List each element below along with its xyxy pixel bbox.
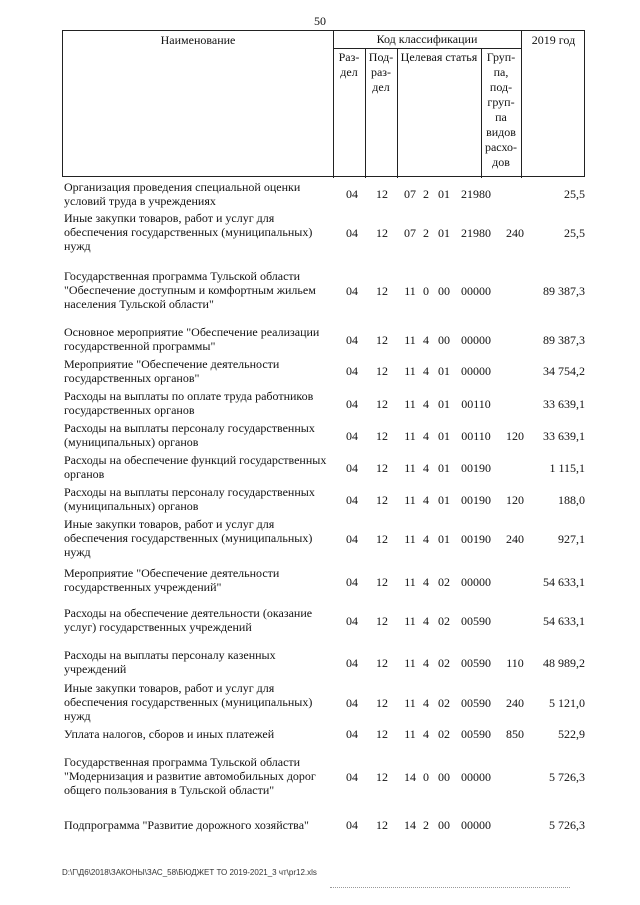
row-program: 11: [404, 696, 416, 710]
row-expense-type: 850: [506, 727, 524, 741]
row-subsection: 12: [376, 770, 388, 784]
row-program: 07: [404, 226, 416, 240]
row-program: 11: [404, 493, 416, 507]
row-subsection: 12: [376, 727, 388, 741]
row-name: Государственная программа Тульской области "Модернизация и развитие автомобильных дорог общего пользования в Тульской области": [64, 755, 316, 797]
header-subsection: Под- раз- дел: [368, 50, 394, 94]
row-subprogram: 4: [423, 461, 429, 475]
row-subsection: 12: [376, 284, 388, 298]
row-amount: 89 387,3: [543, 284, 585, 298]
row-amount: 89 387,3: [543, 333, 585, 347]
row-expense-type: 240: [506, 696, 524, 710]
row-amount: 34 754,2: [543, 364, 585, 378]
row-event: 00: [438, 333, 450, 347]
row-direction: 00000: [461, 770, 491, 784]
header-target: Целевая статья: [400, 50, 478, 64]
row-subsection: 12: [376, 187, 388, 201]
row-subsection: 12: [376, 333, 388, 347]
row-subprogram: 4: [423, 493, 429, 507]
row-subsection: 12: [376, 493, 388, 507]
row-section: 04: [346, 656, 358, 670]
row-section: 04: [346, 696, 358, 710]
table-header: [62, 30, 585, 177]
row-amount: 48 989,2: [543, 656, 585, 670]
row-section: 04: [346, 727, 358, 741]
row-amount: 5 726,3: [549, 770, 585, 784]
header-code: Код классификации: [376, 32, 478, 46]
row-event: 02: [438, 727, 450, 741]
row-amount: 1 115,1: [549, 461, 585, 475]
row-name: Подпрограмма "Развитие дорожного хозяйства": [64, 818, 309, 832]
row-direction: 00590: [461, 614, 491, 628]
row-program: 11: [404, 284, 416, 298]
row-subprogram: 0: [423, 770, 429, 784]
row-expense-type: 120: [506, 493, 524, 507]
row-name: Мероприятие "Обеспечение деятельности государственных органов": [64, 357, 280, 385]
row-amount: 33 639,1: [543, 397, 585, 411]
header-name: Наименование: [160, 33, 236, 47]
row-amount: 54 633,1: [543, 614, 585, 628]
row-direction: 00590: [461, 696, 491, 710]
row-section: 04: [346, 333, 358, 347]
row-event: 01: [438, 364, 450, 378]
row-name: Мероприятие "Обеспечение деятельности государственных учреждений": [64, 566, 280, 594]
row-section: 04: [346, 187, 358, 201]
row-direction: 00000: [461, 364, 491, 378]
row-program: 14: [404, 770, 416, 784]
scan-artifact-line: [330, 887, 570, 889]
row-section: 04: [346, 226, 358, 240]
row-program: 11: [404, 532, 416, 546]
row-event: 02: [438, 575, 450, 589]
row-subprogram: 2: [423, 187, 429, 201]
row-amount: 522,9: [558, 727, 585, 741]
row-subprogram: 4: [423, 696, 429, 710]
row-program: 11: [404, 727, 416, 741]
row-direction: 00000: [461, 818, 491, 832]
row-direction: 00110: [461, 397, 491, 411]
row-program: 11: [404, 575, 416, 589]
row-program: 14: [404, 818, 416, 832]
row-amount: 5 726,3: [549, 818, 585, 832]
row-name: Организация проведения специальной оценки условий труда в учреждениях: [64, 180, 301, 208]
row-name: Иные закупки товаров, работ и услуг для обеспечения государственных (муниципальных) нужд: [64, 517, 313, 559]
row-subprogram: 4: [423, 614, 429, 628]
row-program: 11: [404, 397, 416, 411]
row-name: Расходы на выплаты персоналу государственных (муниципальных) органов: [64, 421, 315, 449]
row-amount: 25,5: [564, 226, 585, 240]
row-event: 01: [438, 429, 450, 443]
row-program: 11: [404, 333, 416, 347]
row-event: 01: [438, 461, 450, 475]
row-name: Иные закупки товаров, работ и услуг для обеспечения государственных (муниципальных) нужд: [64, 211, 313, 253]
row-direction: 00110: [461, 429, 491, 443]
row-section: 04: [346, 284, 358, 298]
row-subsection: 12: [376, 818, 388, 832]
row-amount: 54 633,1: [543, 575, 585, 589]
row-section: 04: [346, 429, 358, 443]
row-subprogram: 4: [423, 364, 429, 378]
row-direction: 00190: [461, 532, 491, 546]
row-program: 11: [404, 429, 416, 443]
header-year: 2019 год: [531, 33, 576, 47]
row-direction: 21980: [461, 187, 491, 201]
row-name: Уплата налогов, сборов и иных платежей: [64, 727, 275, 741]
row-section: 04: [346, 818, 358, 832]
row-amount: 188,0: [558, 493, 585, 507]
row-event: 00: [438, 284, 450, 298]
row-section: 04: [346, 770, 358, 784]
row-section: 04: [346, 493, 358, 507]
row-event: 01: [438, 397, 450, 411]
row-subprogram: 0: [423, 284, 429, 298]
row-event: 01: [438, 493, 450, 507]
row-event: 00: [438, 818, 450, 832]
row-event: 02: [438, 614, 450, 628]
row-event: 01: [438, 532, 450, 546]
row-amount: 25,5: [564, 187, 585, 201]
row-section: 04: [346, 532, 358, 546]
header-section: Раз- дел: [338, 50, 360, 79]
row-name: Основное мероприятие "Обеспечение реализации государственной программы": [64, 325, 320, 353]
row-name: Иные закупки товаров, работ и услуг для обеспечения государственных (муниципальных) нужд: [64, 681, 313, 723]
row-direction: 00590: [461, 727, 491, 741]
row-section: 04: [346, 614, 358, 628]
row-direction: 00000: [461, 333, 491, 347]
row-expense-type: 120: [506, 429, 524, 443]
row-program: 11: [404, 461, 416, 475]
row-expense-type: 240: [506, 226, 524, 240]
row-program: 11: [404, 364, 416, 378]
row-subprogram: 4: [423, 656, 429, 670]
row-subsection: 12: [376, 575, 388, 589]
row-subsection: 12: [376, 364, 388, 378]
row-subprogram: 4: [423, 397, 429, 411]
row-name: Расходы на выплаты персоналу государственных (муниципальных) органов: [64, 485, 315, 513]
row-subsection: 12: [376, 614, 388, 628]
row-direction: 00590: [461, 656, 491, 670]
row-event: 02: [438, 696, 450, 710]
row-event: 01: [438, 187, 450, 201]
row-subprogram: 2: [423, 818, 429, 832]
row-event: 01: [438, 226, 450, 240]
row-name: Расходы на выплаты по оплате труда работников государственных органов: [64, 389, 314, 417]
row-program: 11: [404, 656, 416, 670]
row-amount: 33 639,1: [543, 429, 585, 443]
row-expense-type: 240: [506, 532, 524, 546]
row-subprogram: 4: [423, 429, 429, 443]
row-expense-type: 110: [506, 656, 524, 670]
file-path-footer: D:\Г\Д6\2018\ЗАКОНЫ\ЗАС_58\БЮДЖЕТ ТО 2019-2021_3 чт\pr12.xls: [62, 868, 317, 877]
row-subprogram: 2: [423, 226, 429, 240]
row-subprogram: 4: [423, 575, 429, 589]
row-name: Государственная программа Тульской области "Обеспечение доступным и комфортным жильем населения Тульской области": [64, 269, 316, 311]
row-name: Расходы на обеспечение деятельности (оказание услуг) государственных учреждений: [64, 606, 313, 634]
row-subsection: 12: [376, 656, 388, 670]
row-name: Расходы на выплаты персоналу казенных учреждений: [64, 648, 276, 676]
page-number: 50: [314, 14, 326, 28]
row-subsection: 12: [376, 696, 388, 710]
row-subsection: 12: [376, 532, 388, 546]
row-subsection: 12: [376, 397, 388, 411]
header-group: Груп- па, под- груп- па видов расхо- дов: [484, 50, 518, 169]
row-amount: 5 121,0: [549, 696, 585, 710]
row-subprogram: 4: [423, 532, 429, 546]
row-subsection: 12: [376, 461, 388, 475]
row-direction: 21980: [461, 226, 491, 240]
row-section: 04: [346, 364, 358, 378]
row-section: 04: [346, 461, 358, 475]
row-program: 07: [404, 187, 416, 201]
row-amount: 927,1: [558, 532, 585, 546]
row-subsection: 12: [376, 226, 388, 240]
row-direction: 00000: [461, 284, 491, 298]
row-program: 11: [404, 614, 416, 628]
row-subprogram: 4: [423, 333, 429, 347]
row-section: 04: [346, 397, 358, 411]
row-direction: 00000: [461, 575, 491, 589]
row-subprogram: 4: [423, 727, 429, 741]
row-name: Расходы на обеспечение функций государственных органов: [64, 453, 327, 481]
row-direction: 00190: [461, 461, 491, 475]
row-subsection: 12: [376, 429, 388, 443]
row-event: 02: [438, 656, 450, 670]
row-event: 00: [438, 770, 450, 784]
row-direction: 00190: [461, 493, 491, 507]
row-section: 04: [346, 575, 358, 589]
